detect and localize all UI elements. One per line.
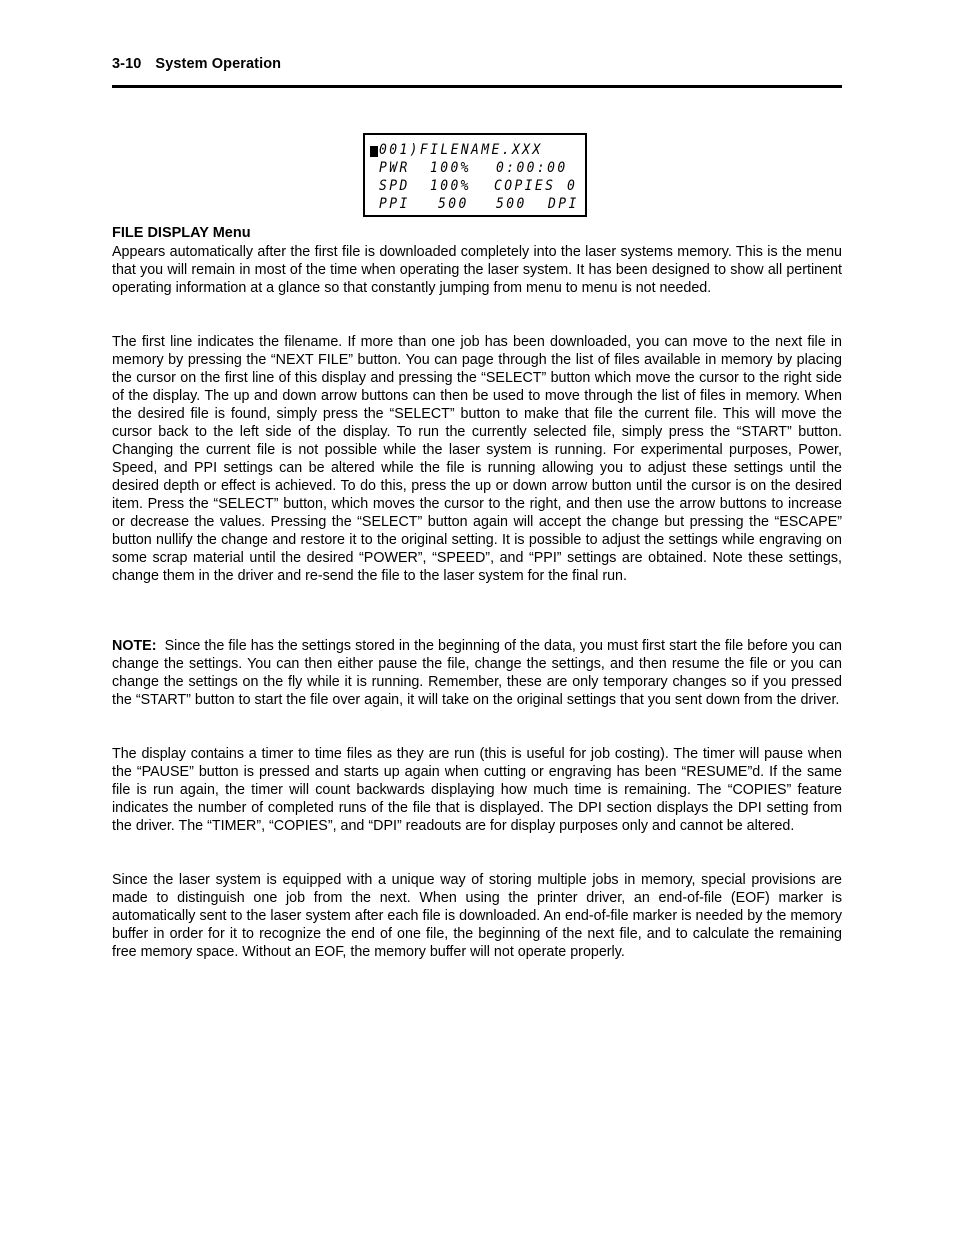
lcd-row-power — [379, 160, 568, 177]
lcd-ppi-value: 500 — [438, 196, 469, 213]
lcd-power-label: PWR — [379, 160, 410, 177]
page-header — [112, 56, 281, 72]
note-text: Since the file has the settings stored in the beginning of the data, you must first start the file before you can change the settings. You can then either pause the file, change the settings, and then resume the file or you can change the settings on the fly while it is running. Remember, these are only temporary changes so if you pressed the “START” button to start the file over again, it will take on the original settings that you sent down from the driver. — [112, 638, 842, 708]
lcd-copies-label: COPIES — [494, 178, 556, 195]
lcd-power-value: 100% — [430, 160, 471, 177]
lcd-ppi-label: PPI — [379, 196, 410, 213]
lcd-speed-label: SPD — [379, 178, 410, 195]
paragraph-note — [112, 637, 842, 709]
lcd-row-ppi — [379, 196, 579, 213]
section-heading: FILE DISPLAY Menu — [112, 225, 251, 241]
page-number: 3-10 — [112, 56, 142, 72]
paragraph-intro: Appears automatically after the first file is downloaded completely into the laser systems memory. This is the menu that you will remain in most of the time when operating the laser system. It has been designed to show all pertinent operating information at a glance so that constantly jumping from menu to menu is not needed. — [112, 244, 842, 296]
note-label: NOTE: — [112, 638, 157, 654]
header-section-title: System Operation — [155, 56, 282, 72]
paragraph-timer: The display contains a timer to time files as they are run (this is useful for job costing). The timer will pause when the “PAUSE” button is pressed and starts up again when cutting or engraving has been “RESUME”d. If the same file is run again, the timer will count backwards displaying how much time is remaining. The “COPIES” feature indicates the number of completed runs of the file that is displayed. The DPI section displays the DPI setting from the driver. The “TIMER”, “COPIES”, and “DPI” readouts are for display purposes only and cannot be altered. — [112, 746, 842, 834]
lcd-row-speed — [379, 178, 578, 195]
lcd-dpi-unit: DPI — [548, 196, 579, 213]
lcd-row-filename — [379, 142, 543, 159]
lcd-dpi-value: 500 — [496, 196, 527, 213]
lcd-copies-value: 0 — [567, 178, 578, 195]
paragraph-first-line: The first line indicates the filename. If more than one job has been downloaded, you can move to the next file in memory by pressing the “NEXT FILE” button. You can page through the list of files available in memory by placing the cursor on the first line of this display and pressing the “SELECT” button which move the cursor to the right side of the display. The up and down arrow buttons can then be used to move through the list of files in memory. When the desired file is found, simply press the “SELECT” button to make that file the current file. This will move the cursor back to the left side of the display. To run the currently selected file, simply press the “START” button. Changing the current file is not possible while the laser system is running. For experimental purposes, Power, Speed, and PPI settings can be altered while the file is running allowing you to adjust these settings until the desired depth or effect is achieved. To do this, press the up or down arrow button until the cursor is on the desired item. Press the “SELECT” button, which moves the cursor to the right, and then use the arrow buttons to increase or decrease the values. Pressing the “SELECT” button again will accept the change but pressing the “ESCAPE” button nullify the change and restore it to the original setting. It is possible to adjust the settings while engraving on some scrap material until the desired “POWER”, “SPEED”, and “PPI” settings are obtained. Note these settings, change them in the driver and re-send the file to the laser system for the final run. — [112, 334, 842, 584]
lcd-timer: 0:00:00 — [496, 160, 568, 177]
lcd-filename: 001)FILENAME.XXX — [379, 142, 543, 159]
header-rule — [112, 85, 842, 88]
lcd-display — [363, 133, 587, 217]
lcd-cursor-block — [370, 146, 378, 157]
paragraph-eof: Since the laser system is equipped with a unique way of storing multiple jobs in memory, special provisions are made to distinguish one job from the next. When using the printer driver, an end-of-file (EOF) marker is automatically sent to the laser system after each file is downloaded. An end-of-file marker is needed by the memory buffer in order for it to recognize the end of one file, the beginning of the next file, and to calculate the remaining free memory space. Without an EOF, the memory buffer will not operate properly. — [112, 872, 842, 960]
lcd-speed-value: 100% — [430, 178, 471, 195]
